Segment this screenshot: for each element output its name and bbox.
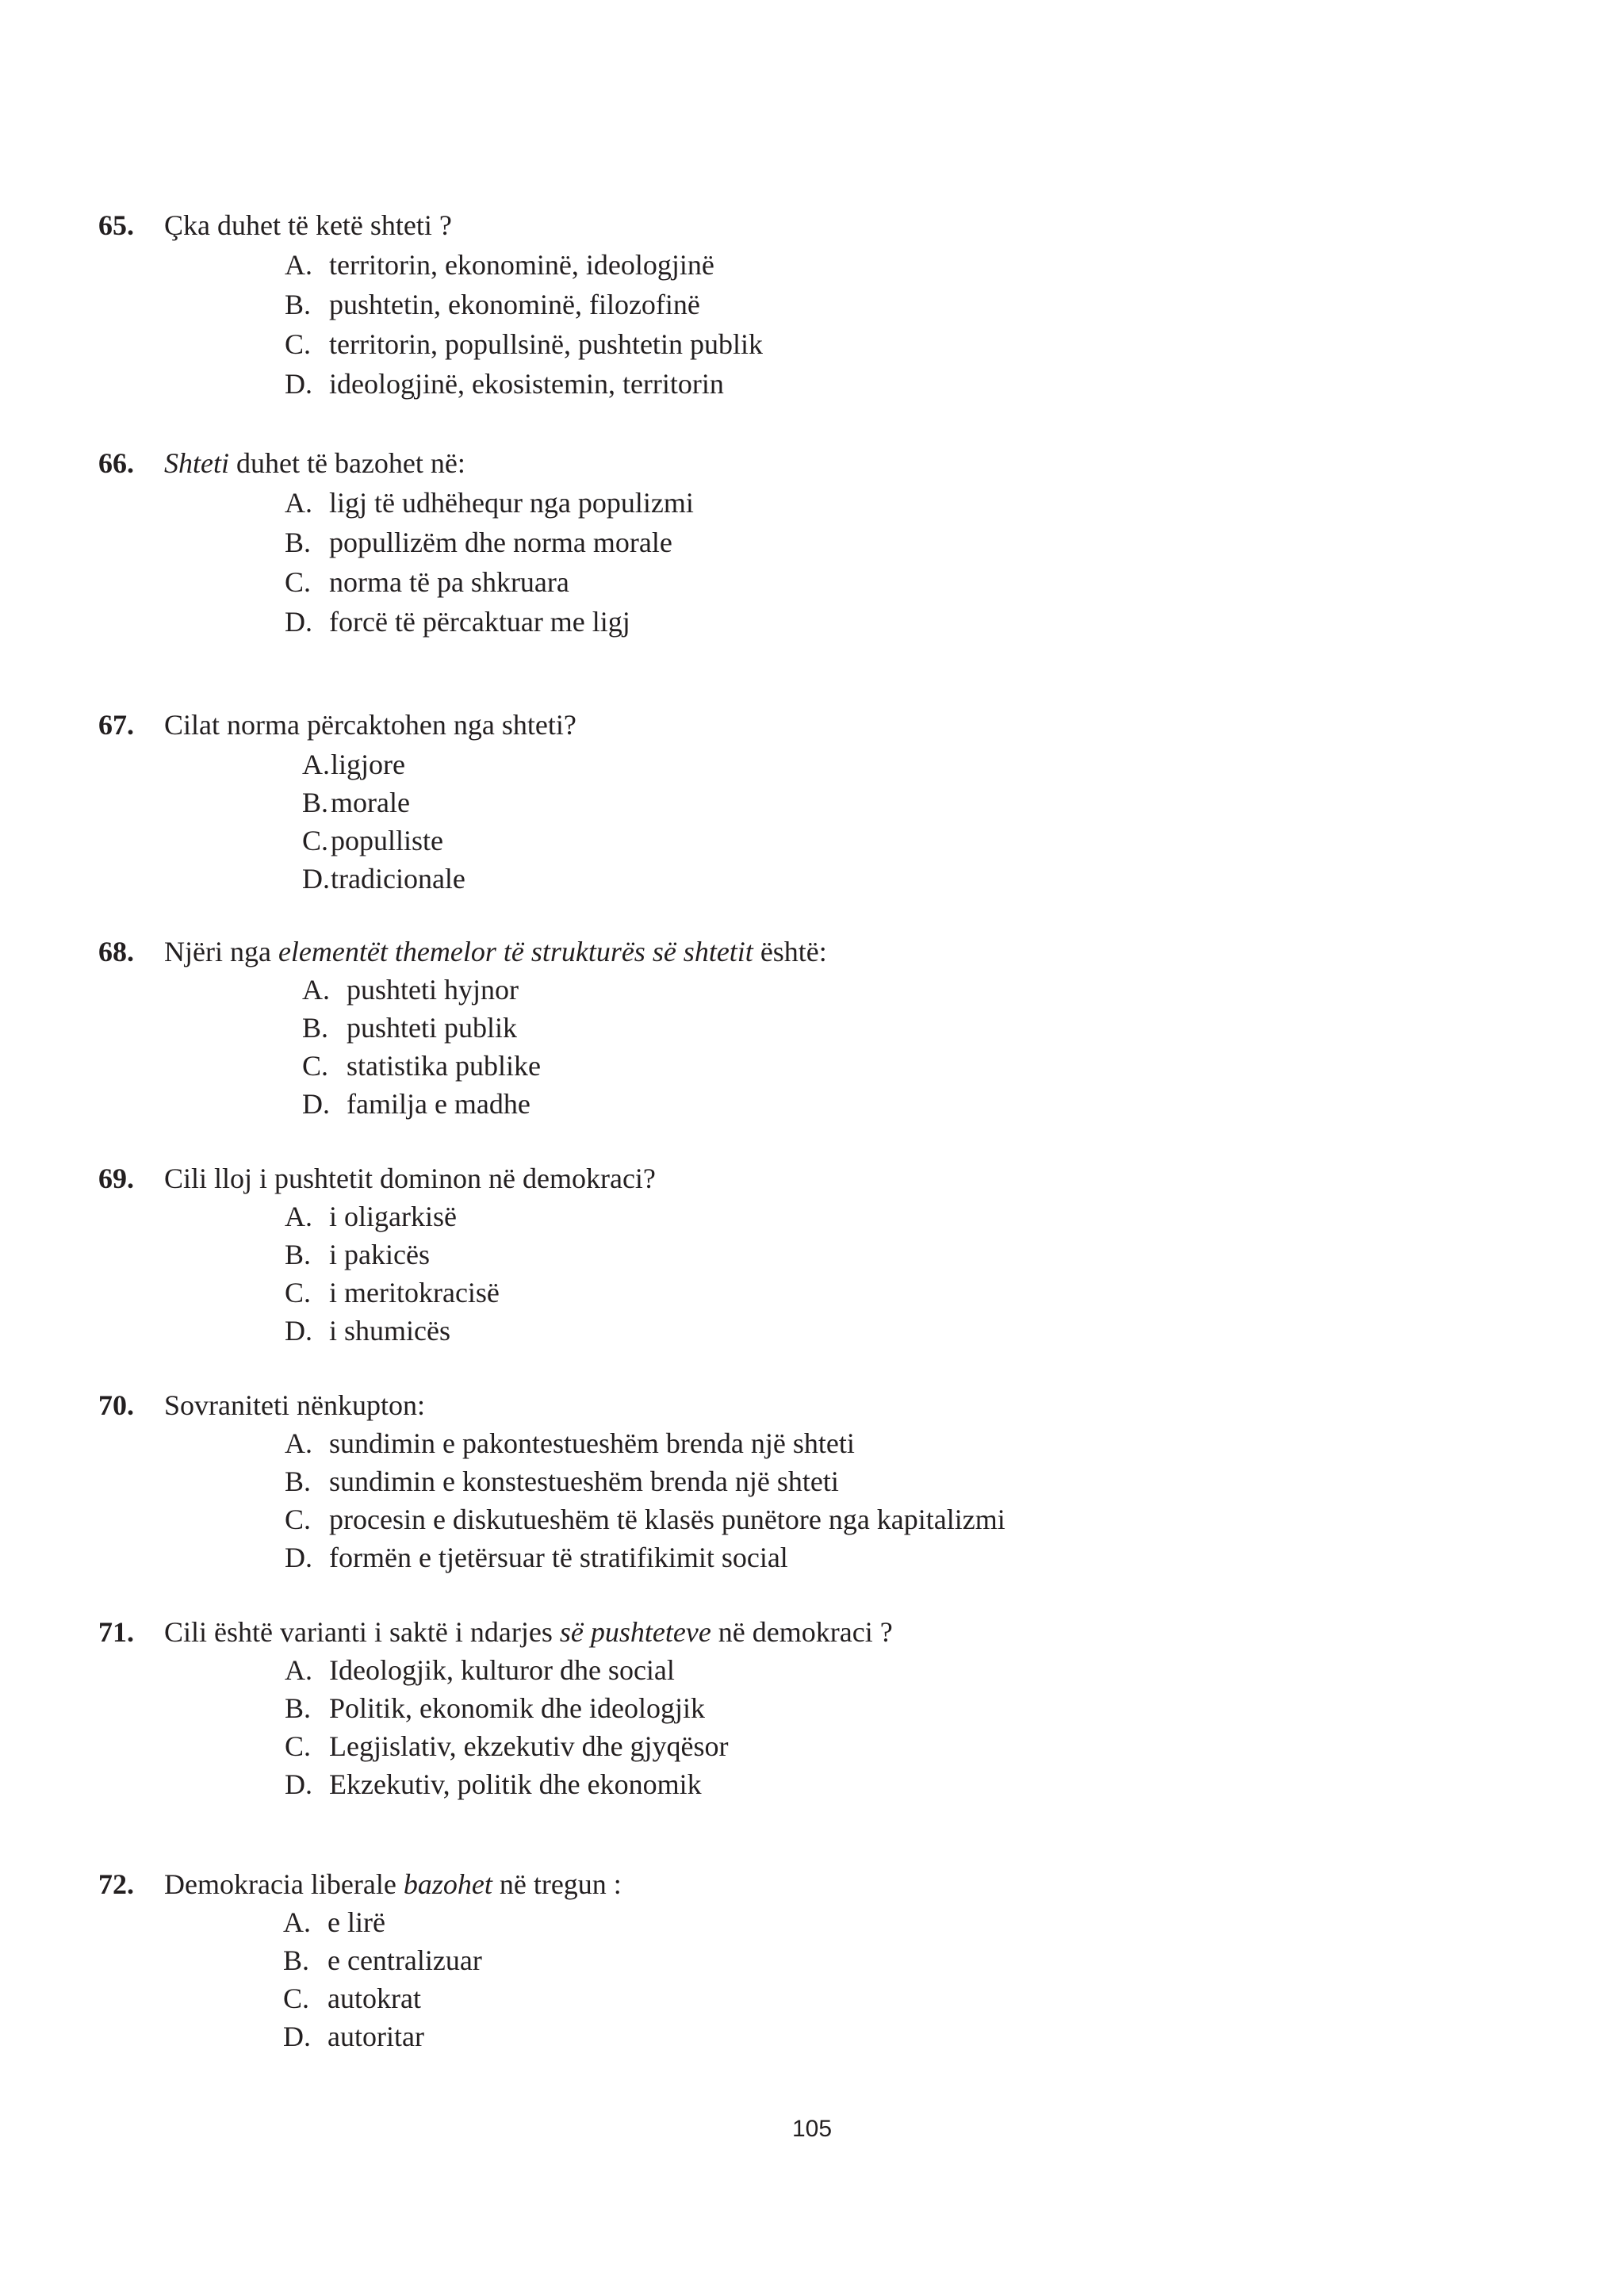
option-d: D.tradicionale bbox=[302, 863, 465, 895]
page-number: 105 bbox=[791, 2116, 833, 2142]
question-text: Cili lloj i pushtetit dominon në demokraci? bbox=[164, 1163, 656, 1194]
option-a: A. i oligarkisë bbox=[285, 1201, 457, 1232]
option-c: C. territorin, popullsinë, pushtetin publik bbox=[285, 328, 763, 360]
option-b: B.morale bbox=[302, 787, 410, 818]
question-number: 68. bbox=[98, 936, 134, 967]
question-text: Njëri nga elementët themelor të strukturës së shtetit është: bbox=[164, 936, 827, 967]
question-text: Shteti duhet të bazohet në: bbox=[164, 447, 465, 479]
option-a: A. e lirë bbox=[283, 1906, 385, 1938]
option-d: D. forcë të përcaktuar me ligj bbox=[285, 606, 630, 638]
option-d: D. Ekzekutiv, politik dhe ekonomik bbox=[285, 1768, 702, 1800]
option-d: D. i shumicës bbox=[285, 1315, 450, 1347]
option-d: D. ideologjinë, ekosistemin, territorin bbox=[285, 368, 724, 400]
question-text: Demokracia liberale bazohet në tregun : bbox=[164, 1868, 622, 1900]
question-text: Sovraniteti nënkupton: bbox=[164, 1389, 425, 1421]
option-b: B. pushtetin, ekonominë, filozofinë bbox=[285, 289, 700, 320]
option-a: A. pushteti hyjnor bbox=[302, 974, 519, 1006]
question-number: 65. bbox=[98, 209, 134, 241]
option-c: C. procesin e diskutueshëm të klasës punëtore nga kapitalizmi bbox=[285, 1504, 1005, 1535]
option-b: B. pushteti publik bbox=[302, 1012, 517, 1044]
option-a: A. ligj të udhëhequr nga populizmi bbox=[285, 487, 694, 519]
option-b: B. i pakicës bbox=[285, 1239, 430, 1270]
question-number: 72. bbox=[98, 1868, 134, 1900]
option-c: C. autokrat bbox=[283, 1983, 421, 2014]
option-b: B. Politik, ekonomik dhe ideologjik bbox=[285, 1692, 705, 1724]
option-d: D. familja e madhe bbox=[302, 1088, 530, 1120]
question-number: 67. bbox=[98, 709, 134, 741]
question-text: Çka duhet të ketë shteti ? bbox=[164, 209, 452, 241]
option-c: C. norma të pa shkruara bbox=[285, 566, 569, 598]
question-number: 71. bbox=[98, 1616, 134, 1648]
option-c: C.populliste bbox=[302, 825, 443, 856]
option-c: C. Legjislativ, ekzekutiv dhe gjyqësor bbox=[285, 1730, 729, 1762]
option-a: A. sundimin e pakontestueshëm brenda një shteti bbox=[285, 1427, 855, 1459]
option-a: A. Ideologjik, kulturor dhe social bbox=[285, 1654, 675, 1686]
option-d: D. formën e tjetërsuar të stratifikimit social bbox=[285, 1542, 788, 1573]
question-number: 70. bbox=[98, 1389, 134, 1421]
option-c: C. statistika publike bbox=[302, 1050, 541, 1082]
question-text: Cili është varianti i saktë i ndarjes së pushteteve në demokraci ? bbox=[164, 1616, 893, 1648]
question-number: 69. bbox=[98, 1163, 134, 1194]
option-b: B. e centralizuar bbox=[283, 1944, 482, 1976]
option-b: B. sundimin e konstestueshëm brenda një shteti bbox=[285, 1465, 839, 1497]
question-number: 66. bbox=[98, 447, 134, 479]
question-text: Cilat norma përcaktohen nga shteti? bbox=[164, 709, 576, 741]
option-b: B. popullizëm dhe norma morale bbox=[285, 527, 672, 558]
option-a: A.ligjore bbox=[302, 749, 405, 780]
option-c: C. i meritokracisë bbox=[285, 1277, 500, 1308]
option-d: D. autoritar bbox=[283, 2021, 424, 2052]
option-a: A. territorin, ekonominë, ideologjinë bbox=[285, 249, 714, 281]
